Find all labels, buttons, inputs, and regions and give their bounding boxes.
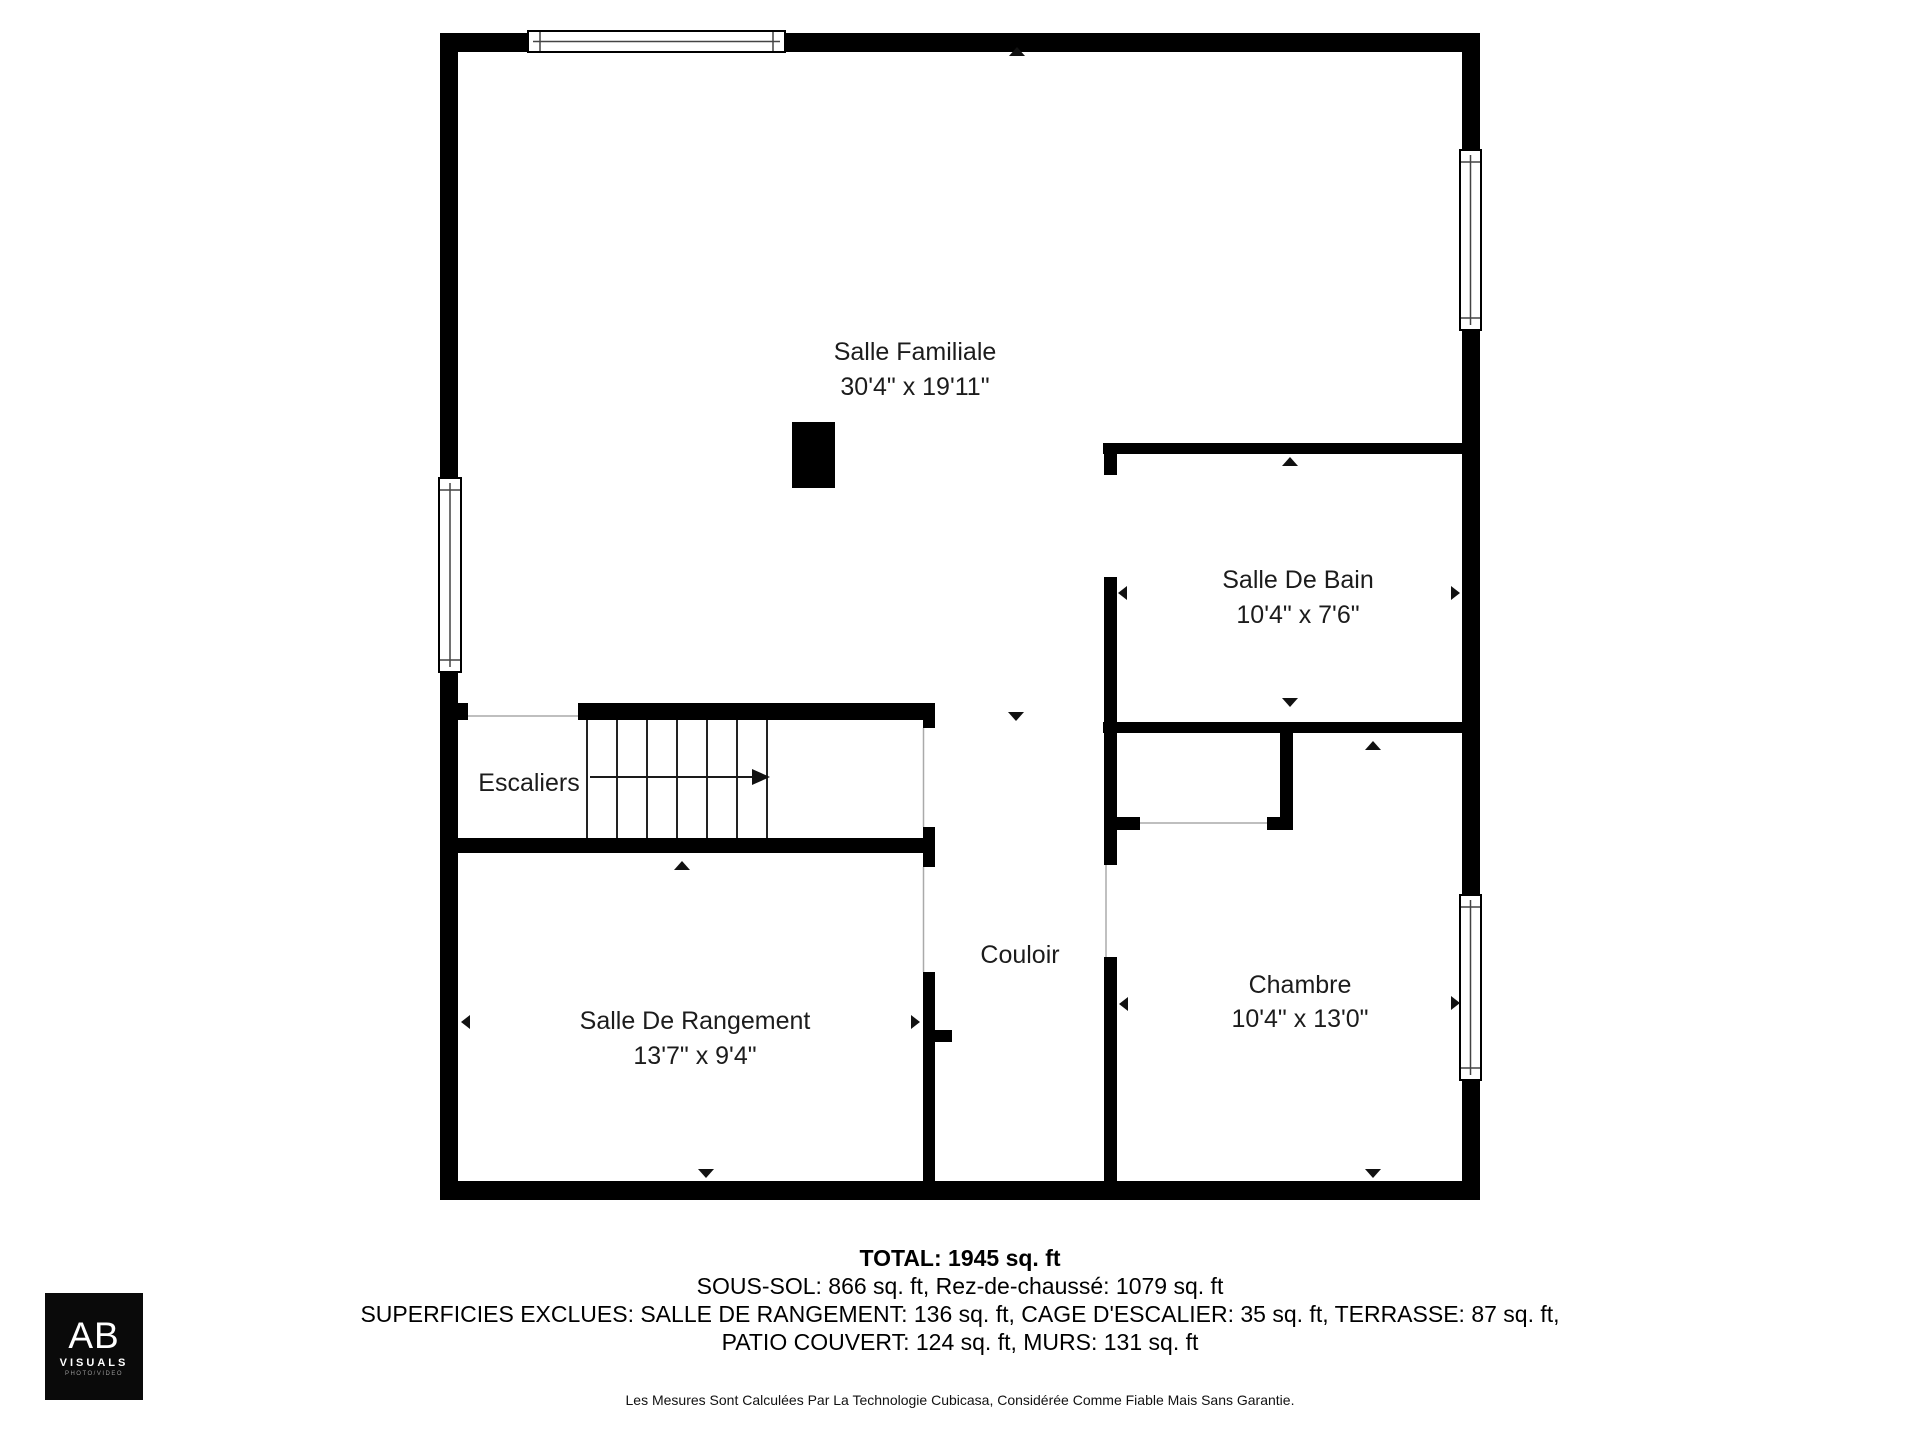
wall-stairs-top-main	[578, 703, 935, 720]
floors-area-line: SOUS-SOL: 866 sq. ft, Rez-de-chaussé: 1079 sq. ft	[696, 1273, 1224, 1299]
wall-right-upper	[1462, 33, 1480, 150]
marker-left-storage-icon	[461, 1015, 470, 1029]
wall-left-upper	[440, 33, 458, 478]
logo-name: VISUALS	[59, 1357, 129, 1369]
area-summary	[0, 1244, 1920, 1356]
windows	[439, 31, 1481, 1080]
room-label-bathroom: Salle De Bain	[1222, 566, 1374, 594]
window-left	[439, 478, 461, 672]
wall-right-middle	[1462, 330, 1480, 895]
room-label-family-room: Salle Familiale	[833, 338, 997, 366]
marker-left-bedroom-icon	[1119, 997, 1128, 1011]
marker-down-bedroom-icon	[1365, 1169, 1381, 1178]
marker-right-bedroom-icon	[1451, 996, 1460, 1010]
marker-down-hallway-icon	[1008, 712, 1024, 721]
wall-bottom	[440, 1181, 1480, 1200]
total-area-line: TOTAL: 1945 sq. ft	[859, 1245, 1061, 1271]
logo-tagline: PHOTO/VIDEO	[64, 1371, 124, 1377]
wall-top-left-segment	[440, 33, 528, 52]
fireplace-block	[792, 422, 835, 488]
wall-storage-top	[458, 838, 935, 853]
wall-closet-stub-left	[1104, 817, 1140, 830]
marker-up-bedroom-icon	[1365, 741, 1381, 750]
ab-visuals-logo	[45, 1293, 143, 1400]
wall-hallway-stub	[935, 1030, 952, 1042]
interior-walls	[458, 422, 1480, 1181]
wall-storage-right-lower	[923, 972, 935, 1181]
window-top	[528, 31, 785, 52]
excluded-areas-line-2: PATIO COUVERT: 124 sq. ft, MURS: 131 sq. ft	[721, 1329, 1199, 1355]
excluded-areas-line-1: SUPERFICIES EXCLUES: SALLE DE RANGEMENT: 136 sq. ft, CAGE D'ESCALIER: 35 sq. ft, TERRASSE: 87 sq. ft,	[360, 1301, 1560, 1327]
room-label-storage: Salle De Rangement	[579, 1007, 811, 1035]
room-dims-storage: 13'7" x 9'4"	[633, 1042, 757, 1070]
stairs	[587, 720, 770, 838]
marker-down-bathroom-icon	[1282, 698, 1298, 707]
room-dims-bathroom: 10'4" x 7'6"	[1236, 601, 1360, 629]
marker-down-storage-icon	[698, 1169, 714, 1178]
wall-top-right-segment	[785, 33, 1480, 52]
room-label-bedroom: Chambre	[1248, 971, 1352, 999]
room-dims-bedroom: 10'4" x 13'0"	[1231, 1005, 1369, 1033]
marker-right-storage-icon	[911, 1015, 920, 1029]
marker-up-storage-icon	[674, 861, 690, 870]
logo-initials: AB	[68, 1315, 120, 1356]
measurement-disclaimer: Les Mesures Sont Calculées Par La Technologie Cubicasa, Considérée Comme Fiable Mais Sans Garantie.	[625, 1392, 1295, 1408]
window-right-upper	[1460, 150, 1481, 330]
wall-hallway-right-lower	[1104, 957, 1117, 1181]
room-label-hallway: Couloir	[980, 941, 1060, 969]
wall-bathroom-top	[1103, 443, 1480, 454]
wall-bathroom-bottom	[1103, 722, 1480, 733]
marker-left-bathroom-icon	[1118, 586, 1127, 600]
wall-closet-stub-right	[1267, 817, 1293, 830]
wall-stairs-top-nub	[458, 703, 468, 720]
wall-closet-right	[1280, 733, 1293, 830]
window-right-lower	[1460, 895, 1481, 1080]
wall-bathroom-left-nub	[1104, 443, 1117, 475]
wall-left-lower	[440, 672, 458, 1200]
room-dims-family-room: 30'4" x 19'11"	[840, 373, 990, 401]
marker-right-bathroom-icon	[1451, 586, 1460, 600]
marker-up-bathroom-icon	[1282, 457, 1298, 466]
room-label-stairs: Escaliers	[478, 769, 580, 797]
